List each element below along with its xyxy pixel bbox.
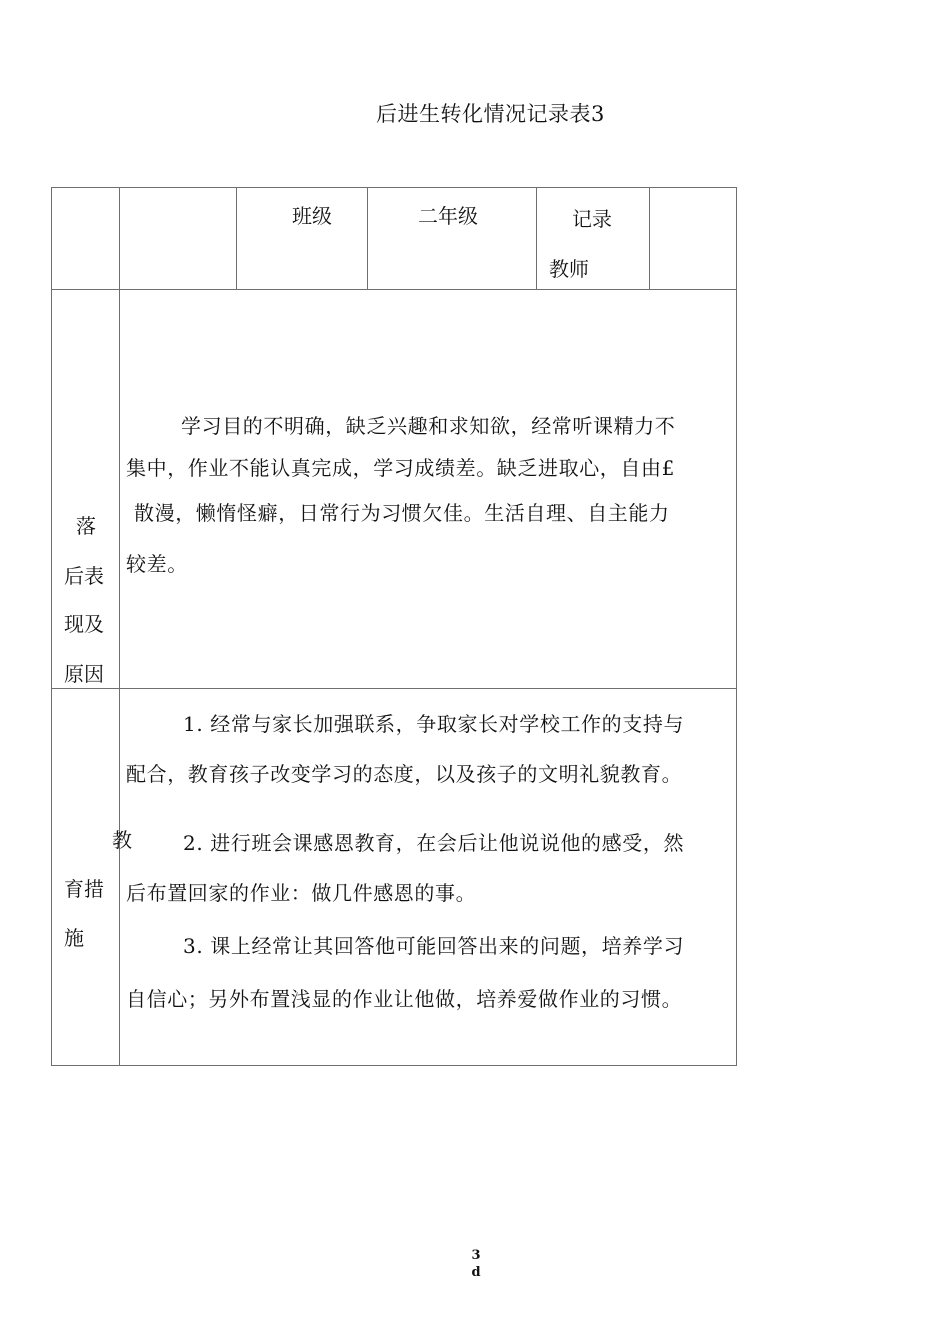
table-border-left xyxy=(51,187,52,1066)
page-number-line1: 3 xyxy=(471,1248,481,1263)
measure-item-line: 1. 经常与家长加强联系，争取家长对学校工作的支持与 xyxy=(183,712,685,736)
behavior-label-line: 后表 xyxy=(64,564,104,588)
measure-item-line: 3. 课上经常让其回答他可能回答出来的问题，培养学习 xyxy=(183,934,685,958)
column-divider-header-4 xyxy=(649,187,650,289)
table-border-bottom xyxy=(51,1065,737,1066)
row-divider-1 xyxy=(51,289,737,290)
class-label: 班级 xyxy=(292,204,332,228)
behavior-text-line: 学习目的不明确，缺乏兴趣和求知欲，经常听课精力不 xyxy=(181,414,676,438)
behavior-label-line: 落 xyxy=(76,514,96,538)
teacher-label-line2: 教师 xyxy=(549,257,589,281)
column-divider-header-3 xyxy=(536,187,537,289)
teacher-label-line1: 记录 xyxy=(572,207,612,231)
page-number xyxy=(462,1247,490,1281)
measure-item-line: 自信心；另外布置浅显的作业让他做，培养爱做作业的习惯。 xyxy=(126,987,683,1011)
column-divider-header-1 xyxy=(236,187,237,289)
measures-label-line: 施 xyxy=(64,926,84,950)
column-divider-header-2 xyxy=(367,187,368,289)
table-border-right xyxy=(736,187,737,1066)
measures-label-line: 育措 xyxy=(64,877,104,901)
behavior-text-line: 散漫，懒惰怪癖，日常行为习惯欠佳。生活自理、自主能力 xyxy=(134,501,670,525)
column-divider-label xyxy=(119,187,120,1066)
behavior-label-line: 现及 xyxy=(64,612,104,636)
behavior-text-line: 集中，作业不能认真完成，学习成绩差。缺乏进取心，自由£ xyxy=(126,456,675,480)
table-border-top xyxy=(51,187,737,188)
page-title: 后进生转化情况记录表3 xyxy=(376,102,605,126)
behavior-label-line: 原因 xyxy=(64,662,104,686)
measure-item-line: 2. 进行班会课感恩教育，在会后让他说说他的感受，然 xyxy=(183,831,685,855)
behavior-text-line: 较差。 xyxy=(126,552,188,576)
page-number-line2: d xyxy=(471,1265,481,1280)
measure-item-line: 后布置回家的作业：做几件感恩的事。 xyxy=(126,881,477,905)
row-divider-2 xyxy=(51,688,737,689)
class-value: 二年级 xyxy=(418,204,478,228)
measure-item-line: 配合，教育孩子改变学习的态度，以及孩子的文明礼貌教育。 xyxy=(126,762,683,786)
measures-label-line: 教 xyxy=(112,828,132,852)
